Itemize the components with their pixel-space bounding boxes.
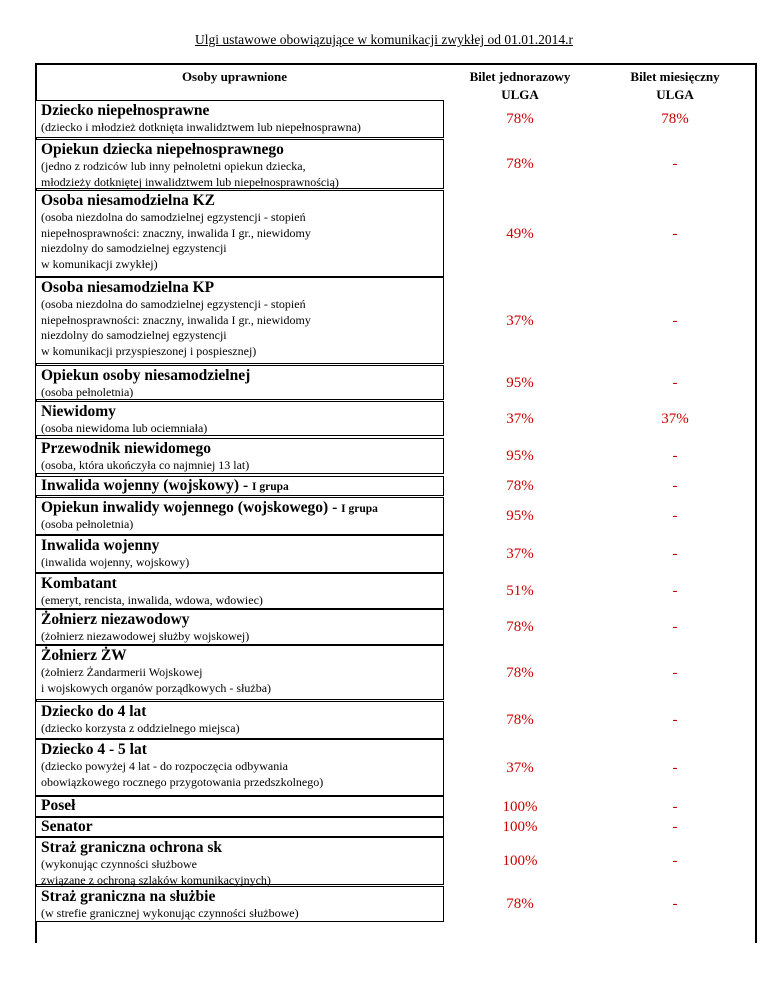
single-ticket-discount: 100% [502,853,538,869]
row-name [41,537,159,555]
single-ticket-discount: 95% [506,508,534,524]
single-ticket-discount: 78% [506,619,534,635]
row-description-line: (jedno z rodziców lub inny pełnoletni opiekun dziecka, [41,159,306,173]
row-description-line: związane z ochroną szlaków komunikacyjnych) [41,872,271,887]
header-single-ticket [445,68,595,104]
row-name [41,440,211,458]
table-row [35,817,444,837]
row-description [41,555,189,571]
row-name [41,477,289,495]
monthly-ticket-discount: - [672,156,678,172]
table-row [35,476,444,496]
row-description-line: (osoba niewidoma lub ociemniała) [41,421,208,435]
row-name [41,141,284,159]
single-ticket-discount: 78% [506,712,534,728]
row-description [41,759,323,790]
row-name-text: Opiekun inwalidy wojennego (wojskowego) - [41,499,342,516]
row-name [41,575,117,593]
row-description-line: (wykonując czynności służbowe [41,857,197,871]
single-ticket-discount: 95% [506,448,534,464]
row-name-text: Dziecko do 4 lat [41,703,147,720]
row-name-text: Osoba niesamodzielna KZ [41,192,215,209]
single-ticket-discount: 78% [506,111,534,127]
row-description-line: niezdolny do samodzielnej egzystencji [41,328,227,342]
table-row [35,701,444,739]
row-description-line: (dziecko i młodzież dotknięta inwalidztwem lub niepełnosprawna) [41,120,361,134]
monthly-ticket-discount: - [672,478,678,494]
table-row [35,573,444,609]
row-name-group: I grupa [252,481,289,493]
row-name-text: Straż graniczna na służbie [41,888,216,905]
row-description-line: (dziecko powyżej 4 lat - do rozpoczęcia odbywania [41,759,288,773]
header-single-sub: ULGA [501,87,539,102]
row-description-line: (w strefie granicznej wykonując czynności służbowe) [41,906,299,920]
row-description-line: niepełnosprawności: znaczny, inwalida I gr., niewidomy [41,225,311,240]
table-row [35,100,444,138]
row-name-text: Niewidomy [41,403,116,420]
row-description-line: (dziecko korzysta z oddzielnego miejsca) [41,721,240,735]
monthly-ticket-discount: - [672,374,678,391]
row-description-line: w komunikacji zwykłej) [41,256,158,271]
page-title: Ulgi ustawowe obowiązujące w komunikacji zwykłej od 01.01.2014.r [195,32,573,47]
single-ticket-discount: 100% [502,819,538,835]
row-name [41,367,250,385]
row-description [41,385,133,401]
row-name-text: Żołnierz ŻW [41,647,127,664]
table-row [35,886,444,922]
allowance-table [35,63,757,943]
single-ticket-discount: 95% [506,374,534,391]
row-name-text: Dziecko 4 - 5 lat [41,741,147,758]
single-ticket-discount: 37% [506,546,534,562]
single-ticket-discount: 78% [506,478,534,494]
row-name-text: Kombatant [41,575,117,592]
row-description [41,159,339,190]
row-name [41,192,215,210]
single-ticket-discount: 51% [506,583,534,599]
row-name [41,499,378,517]
row-name-text: Dziecko niepełnosprawne [41,102,210,119]
monthly-ticket-discount: - [672,664,678,681]
table-row [35,497,444,535]
row-name-text: Senator [41,818,93,835]
row-description [41,629,249,645]
table-row [35,438,444,474]
row-description-line: (osoba pełnoletnia) [41,517,134,531]
row-name-text: Inwalida wojenny (wojskowy) - [41,477,252,494]
row-description-line: (osoba niezdolna do samodzielnej egzystencji - stopień [41,210,306,224]
monthly-ticket-discount: - [672,896,678,912]
row-description [41,906,299,922]
monthly-ticket-discount: - [672,712,678,728]
row-description-line: (żołnierz niezawodowej służby wojskowej) [41,629,250,643]
header-monthly-ticket [595,68,755,104]
row-name [41,888,215,906]
monthly-ticket-discount: - [672,819,678,835]
row-description-line: niezdolny do samodzielnej egzystencji [41,241,227,255]
table-row [35,609,444,645]
row-description-line: obowiązkowego rocznego przygotowania przedszkolnego) [41,774,324,789]
table-row [35,401,444,436]
row-description-line: i wojskowych organów porządkowych - służba) [41,680,272,695]
monthly-ticket-discount: - [672,546,678,562]
monthly-ticket-discount: - [672,312,678,329]
row-description-line: (osoba, która ukończyła co najmniej 13 lat) [41,458,250,472]
table-row [35,739,444,796]
row-description-line: (emeryt, rencista, inwalida, wdowa, wdowiec) [41,593,263,607]
table-row [35,277,444,364]
row-name [41,797,75,815]
row-name [41,102,209,120]
row-description [41,593,263,609]
monthly-ticket-discount: - [672,448,678,464]
row-description [41,857,271,888]
row-name-group: I grupa [341,503,378,515]
header-single-label: Bilet jednorazowy [469,69,571,84]
table-row [35,139,444,189]
single-ticket-discount: 78% [506,664,534,681]
single-ticket-discount: 78% [506,156,534,172]
header-monthly-sub: ULGA [656,87,694,102]
single-ticket-discount: 78% [506,896,534,912]
row-name [41,818,93,836]
monthly-ticket-discount: - [672,759,678,776]
row-description [41,120,361,136]
single-ticket-discount: 49% [506,225,534,242]
table-row [35,796,444,817]
row-description [41,721,240,737]
single-ticket-discount: 37% [506,312,534,329]
row-description-line: (osoba pełnoletnia) [41,385,134,399]
row-description [41,421,207,437]
header-monthly-label: Bilet miesięczny [630,69,720,84]
table-top-border [35,63,757,65]
monthly-ticket-discount: - [672,619,678,635]
table-row [35,535,444,573]
monthly-ticket-discount: 37% [661,410,689,427]
single-ticket-discount: 37% [506,410,534,427]
row-description-line: w komunikacji przyspieszonej i pospiesznej) [41,343,257,358]
table-row [35,365,444,400]
row-description-line: niepełnosprawności: znaczny, inwalida I gr., niewidomy [41,312,311,327]
row-name-text: Przewodnik niewidomego [41,440,212,457]
single-ticket-discount: 100% [502,798,538,815]
row-name-text: Opiekun osoby niesamodzielnej [41,367,251,384]
row-description [41,458,249,474]
row-description-line: (żołnierz Żandarmerii Wojskowej [41,665,203,679]
row-name [41,839,222,857]
monthly-ticket-discount: - [672,508,678,524]
table-row [35,645,444,700]
monthly-ticket-discount: - [672,853,678,869]
row-description-line: (osoba niezdolna do samodzielnej egzystencji - stopień [41,297,306,311]
monthly-ticket-discount: - [672,225,678,242]
monthly-ticket-discount: - [672,583,678,599]
row-description [41,297,311,359]
table-row [35,190,444,277]
row-description-line: młodzieży dotkniętej inwalidztwem lub niepełnosprawnością) [41,174,339,189]
row-name [41,703,146,721]
single-ticket-discount: 37% [506,759,534,776]
table-right-border [755,63,757,943]
row-name-text: Opiekun dziecka niepełnosprawnego [41,141,284,158]
row-description [41,517,133,533]
monthly-ticket-discount: 78% [661,111,689,127]
row-name [41,647,127,665]
row-description-line: (inwalida wojenny, wojskowy) [41,555,190,569]
row-name [41,403,116,421]
row-name-text: Straż graniczna ochrona sk [41,839,222,856]
table-row [35,837,444,885]
row-name-text: Żołnierz niezawodowy [41,611,190,628]
row-name [41,611,190,629]
row-description [41,210,311,272]
header-persons: Osoby uprawnione [181,69,288,84]
row-name [41,279,214,297]
row-name-text: Osoba niesamodzielna KP [41,279,215,296]
row-description [41,665,271,696]
row-name-text: Poseł [41,797,76,814]
row-name-text: Inwalida wojenny [41,537,160,554]
row-name [41,741,147,759]
monthly-ticket-discount: - [672,798,678,815]
